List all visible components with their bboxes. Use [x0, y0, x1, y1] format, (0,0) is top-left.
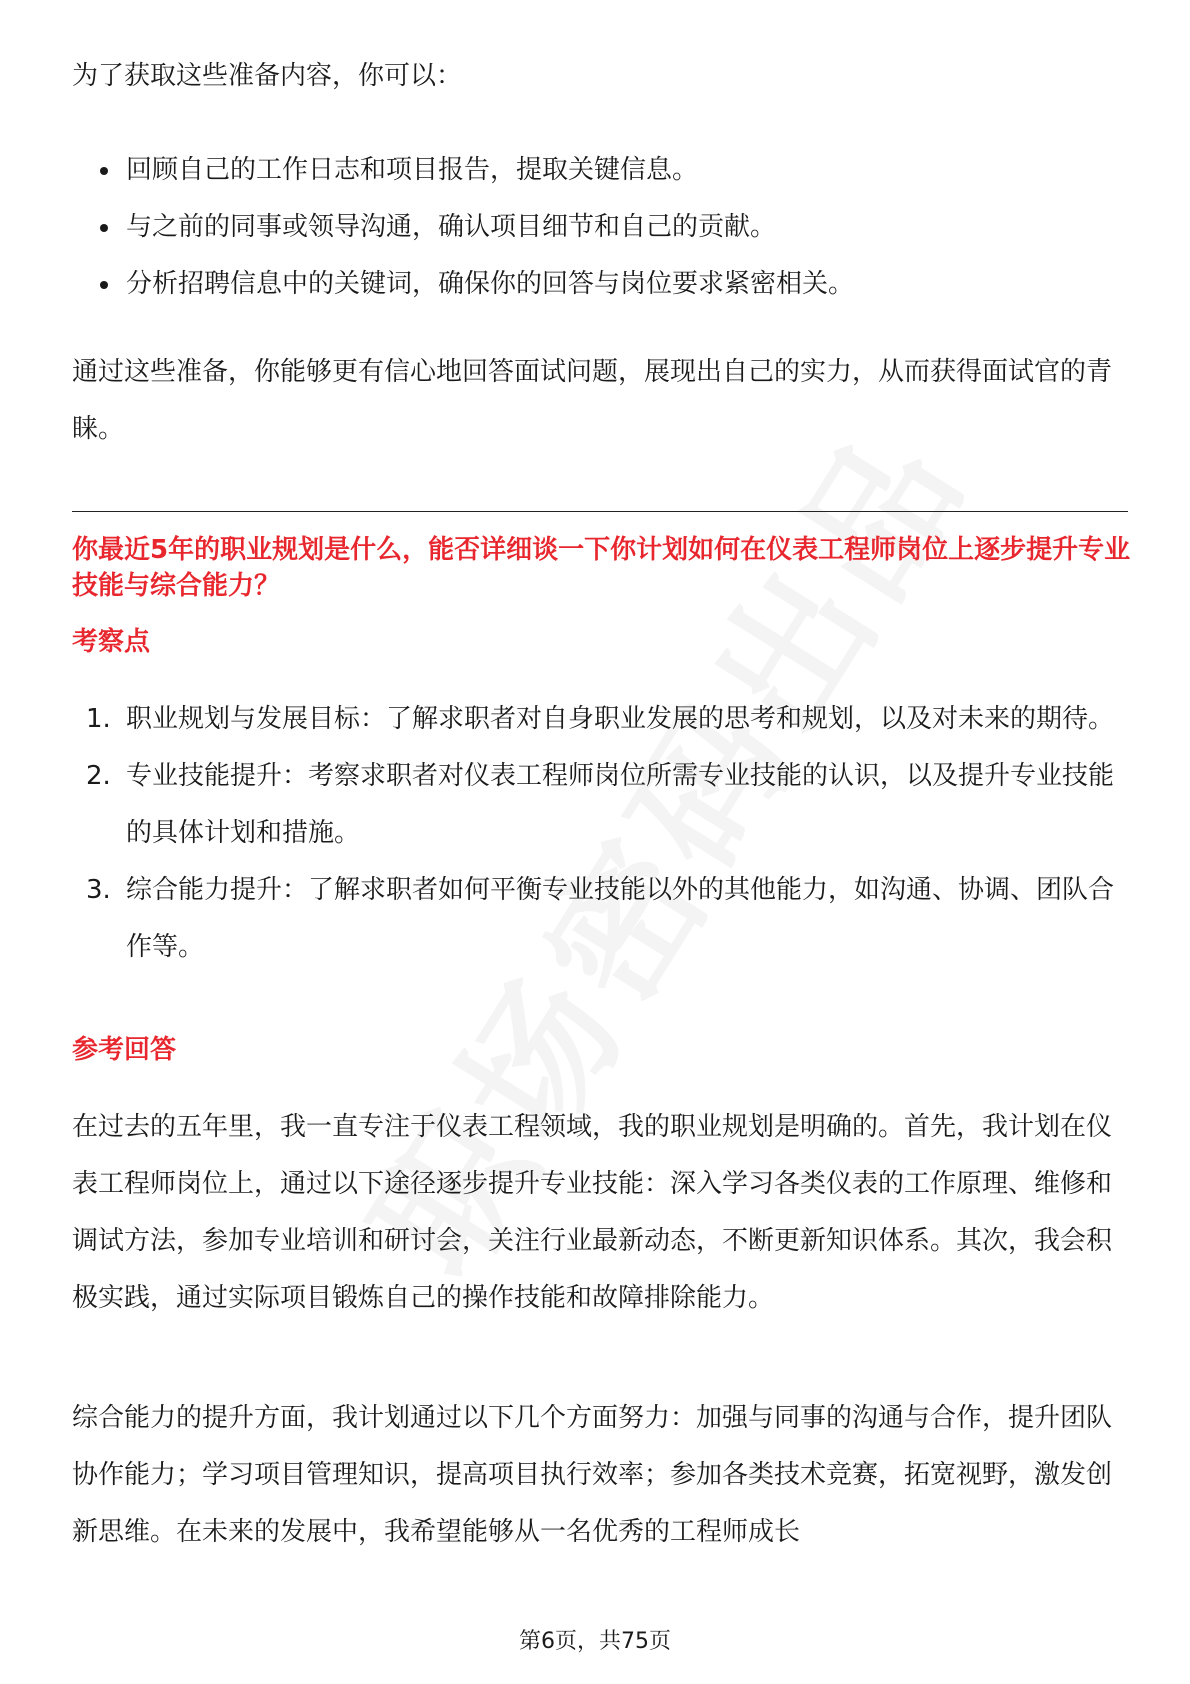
- list-item: 分析招聘信息中的关键词，确保你的回答与岗位要求紧密相关。: [72, 256, 1132, 313]
- list-item: 与之前的同事或领导沟通，确认项目细节和自己的贡献。: [72, 199, 1132, 256]
- assessment-list: [72, 691, 1132, 976]
- intro-bullet-list: [72, 142, 1132, 313]
- intro-lead: 为了获取这些准备内容，你可以：: [72, 61, 463, 91]
- list-item: 2. 专业技能提升：考察求职者对仪表工程师岗位所需专业技能的认识，以及提升专业技能的具体计划和措施。: [86, 761, 1115, 848]
- question-heading: 你最近5年的职业规划是什么，能否详细谈一下你计划如何在仪表工程师岗位上逐步提升专业技能与综合能力？: [72, 535, 1131, 601]
- list-item: 3. 综合能力提升：了解求职者如何平衡专业技能以外的其他能力，如沟通、协调、团队合作等。: [86, 875, 1115, 962]
- answer-heading: 参考回答: [72, 1035, 177, 1065]
- bullet-dot: [100, 224, 108, 232]
- page-number: 第6页，共75页: [519, 1629, 671, 1654]
- answer-paragraph: 在过去的五年里，我一直专注于仪表工程领域，我的职业规划是明确的。首先，我计划在仪表工程师岗位上，通过以下途径逐步提升专业技能：深入学习各类仪表的工作原理、维修和调试方法，参加专业培训和研讨会，关注行业最新动态，不断更新知识体系。其次，我会积极实践，通过实际项目锻炼自己的操作技能和故障排除能力。: [72, 1112, 1113, 1313]
- answer-paragraph: 综合能力的提升方面，我计划通过以下几个方面努力：加强与同事的沟通与合作，提升团队协作能力；学习项目管理知识，提高项目执行效率；参加各类技术竞赛，拓宽视野，激发创新思维。在未来的发展中，我希望能够从一名优秀的工程师成长: [72, 1403, 1113, 1547]
- bullet-dot: [100, 167, 108, 175]
- section-divider: [72, 511, 1128, 512]
- list-item: 回顾自己的工作日志和项目报告，提取关键信息。: [72, 142, 1132, 199]
- intro-closing: 通过这些准备，你能够更有信心地回答面试问题，展现出自己的实力，从而获得面试官的青睐。: [72, 357, 1113, 444]
- assessment-heading: 考察点: [72, 627, 151, 657]
- bullet-dot: [100, 281, 108, 289]
- list-item: 1. 职业规划与发展目标：了解求职者对自身职业发展的思考和规划，以及对未来的期待。: [86, 704, 1115, 734]
